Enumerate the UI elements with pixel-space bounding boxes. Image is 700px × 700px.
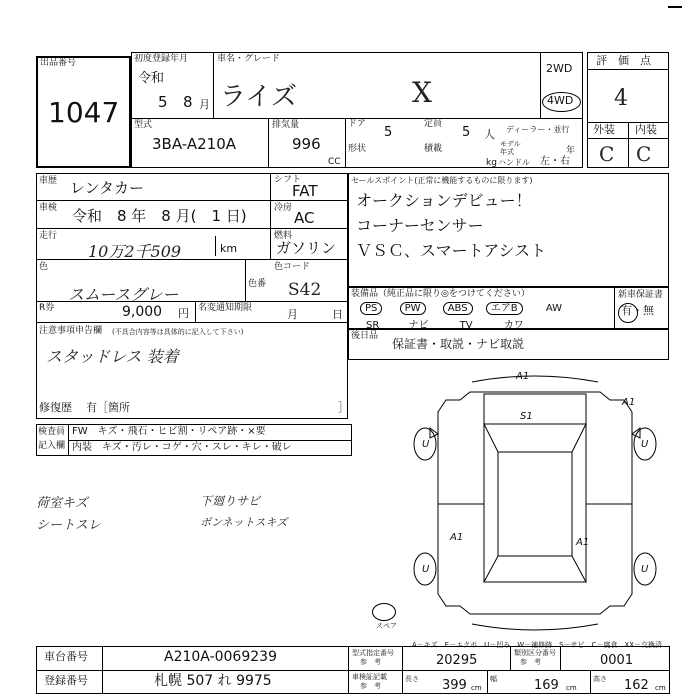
color-code-label: 色コード xyxy=(274,262,311,272)
mark-right-front: A1 xyxy=(622,397,636,408)
type-cert-label: 型式指定番号 xyxy=(352,649,394,657)
year-unit: 年 xyxy=(566,146,576,156)
mark-wheel-fl: U xyxy=(422,439,430,450)
class-no: 0001 xyxy=(600,653,634,668)
rating: 4 xyxy=(614,86,628,111)
era: 令和 xyxy=(138,71,165,86)
height: 162 xyxy=(624,678,649,693)
fuel: ガソリン xyxy=(276,239,337,257)
warranty-value: 有・無 xyxy=(621,304,654,317)
exterior-label: 外装 xyxy=(593,123,615,136)
chassis: A210A-0069239 xyxy=(164,649,277,665)
mark-hood: S1 xyxy=(520,411,533,422)
grade: X xyxy=(412,76,432,109)
sales-line-1: オークションデビュー！ xyxy=(356,191,532,210)
width-unit: cm xyxy=(566,684,577,692)
mark-wheel-fr: U xyxy=(641,439,649,450)
rating-label: 評 価 点 xyxy=(596,54,651,67)
person-unit: 人 xyxy=(484,128,495,141)
equip-leather: カワ xyxy=(503,320,524,331)
equip-abs: ABS xyxy=(443,302,473,315)
mark-wheel-rl: U xyxy=(422,564,430,575)
length: 399 xyxy=(442,678,467,693)
mark-wheel-rr: U xyxy=(641,564,649,575)
spec-sub: 参 考 xyxy=(360,682,381,690)
km-unit: km xyxy=(220,242,238,255)
type-cert-sub: 参 考 xyxy=(360,658,381,666)
docs-value: 保証書・取説・ナビ取説 xyxy=(392,337,525,351)
equipment-label: 装備品（純正品に限り◎をつけてください） xyxy=(351,289,530,299)
width-label: 幅 xyxy=(490,675,497,683)
fuel-label: 燃料 xyxy=(274,231,293,241)
door-label: ドア xyxy=(348,119,366,129)
shift-label: シフト xyxy=(274,175,302,185)
recycle: 9,000 xyxy=(122,304,163,320)
tax-month: 月 xyxy=(287,308,298,321)
inspection-label: 車検 xyxy=(39,203,58,213)
mileage: 10万2千509 xyxy=(88,242,182,261)
reg-number: 札幌 507 れ 9975 xyxy=(154,673,272,689)
length-label: 長さ xyxy=(405,675,419,683)
reg-month: 8 xyxy=(183,93,193,111)
mark-front: A1 xyxy=(516,371,530,382)
notes-label: 注意事項申告欄 xyxy=(39,326,103,336)
color-label: 色 xyxy=(39,262,49,272)
class-sub: 参 考 xyxy=(520,658,541,666)
interior-grade: C xyxy=(636,142,652,166)
color: スムースグレー xyxy=(68,285,179,304)
mark-right-door: A1 xyxy=(576,537,590,548)
model-year-label: モデル 年式 xyxy=(500,140,521,156)
handle-label: ハンドル xyxy=(498,158,530,167)
kg-unit: kg xyxy=(486,158,497,168)
history-label: 車歴 xyxy=(39,176,58,186)
corner-mark xyxy=(668,6,682,8)
docs-label: 後日品 xyxy=(351,331,379,341)
equip-ps: PS xyxy=(360,302,382,315)
recycle-label: R券 xyxy=(39,303,55,313)
width: 169 xyxy=(534,678,559,693)
spare-tire-icon xyxy=(372,603,396,621)
equip-aw: AW xyxy=(545,303,562,314)
color-code: S42 xyxy=(288,280,322,300)
interior-label: 内装 xyxy=(635,123,657,136)
ac-label: 冷房 xyxy=(274,203,293,213)
inspector-label-2: 記入欄 xyxy=(38,441,66,451)
inspection: 令和 8 年 8 月( 1 日) xyxy=(72,207,247,225)
capacity-label: 定員 xyxy=(424,119,443,129)
length-unit: cm xyxy=(471,684,482,692)
tax-label: 名変通知期限 xyxy=(198,303,253,313)
exterior-grade: C xyxy=(599,142,615,166)
notes: スタッドレス 装着 xyxy=(46,347,179,366)
inspector-label-1: 検査員 xyxy=(38,427,66,437)
sales-line-2: コーナーセンサー xyxy=(356,216,484,235)
note-right-1: 下廻りサビ xyxy=(200,494,261,508)
warranty-label: 新車保証書 xyxy=(618,290,664,300)
sales-label: セールスポイント(正常に機能するものに限ります) xyxy=(351,176,533,185)
equip-navi: ナビ xyxy=(408,320,429,331)
equip-tv: TV xyxy=(459,320,473,331)
equipment-top-row xyxy=(360,302,562,315)
doors: 5 xyxy=(384,125,393,140)
car-name: ライズ xyxy=(220,82,297,112)
mileage-label: 走行 xyxy=(39,231,58,241)
shape-label: 形状 xyxy=(348,144,367,154)
height-label: 高さ xyxy=(593,675,607,683)
spare-label: スペア xyxy=(376,622,397,630)
mark-left-door: A1 xyxy=(450,532,464,543)
repair-close: ］ xyxy=(338,401,349,414)
history: レンタカー xyxy=(70,179,145,197)
reg-label: 登録番号 xyxy=(44,674,88,687)
model: 3BA-A210A xyxy=(152,135,237,153)
inspector-row-2: 内装 キズ・汚レ・コゲ・穴・スレ・キレ・破レ xyxy=(72,442,292,453)
month-unit: 月 xyxy=(199,98,210,111)
capacity: 5 xyxy=(462,125,471,140)
inspector-row-1: FW キズ・飛石・ヒビ割・リペア跡・×要 xyxy=(72,426,266,437)
handle-value: 左・右 xyxy=(540,156,570,167)
color-no-label: 色番 xyxy=(248,279,267,289)
sales-line-3: ＶＳＣ、スマートアシスト xyxy=(356,241,547,260)
load-label: 積載 xyxy=(424,144,443,154)
damage-legend: A－キズ E－エクボ U－凹み W－補修跡 S－サビ C－腐食 XX－交換済 xyxy=(412,641,663,649)
model-label: 型式 xyxy=(134,120,153,130)
note-left-2: シートスレ xyxy=(36,518,101,533)
notes-sub: (不具合内容等は具体的に記入して下さい) xyxy=(112,328,244,336)
height-unit: cm xyxy=(655,684,666,692)
repair-label: 修復歴 xyxy=(39,401,72,414)
displacement: 996 xyxy=(292,135,321,153)
equip-pw: PW xyxy=(400,302,426,315)
drive-4wd: 4WD xyxy=(547,94,574,107)
lot-number: 1047 xyxy=(48,96,120,129)
displacement-label: 排気量 xyxy=(272,120,300,130)
note-right-2: ボンネットスキズ xyxy=(200,516,288,529)
reg-year: 5 xyxy=(158,93,168,111)
repair-value: 有［箇所 xyxy=(86,401,130,414)
car-name-label: 車名・グレード xyxy=(217,54,281,64)
dealer-label: ディーラー・並行 xyxy=(506,125,570,134)
chassis-label: 車台番号 xyxy=(44,650,88,663)
class-label: 類別区分番号 xyxy=(514,649,556,657)
equip-sr: SR xyxy=(366,320,380,331)
yen-unit: 円 xyxy=(178,307,189,320)
equip-airbag: エアB xyxy=(486,302,523,315)
type-cert: 20295 xyxy=(436,653,478,668)
drive-2wd: 2WD xyxy=(546,62,573,75)
note-left-1: 荷室キズ xyxy=(36,496,88,511)
corner-label: 出品番号 xyxy=(40,58,77,68)
spec-label: 車検証記載 xyxy=(352,673,387,681)
first-reg-label: 初度登録年月 xyxy=(134,54,189,64)
tax-day: 日 xyxy=(332,308,343,321)
ac: AC xyxy=(294,209,315,227)
cc-unit: CC xyxy=(328,157,341,167)
shift: FAT xyxy=(292,182,318,200)
